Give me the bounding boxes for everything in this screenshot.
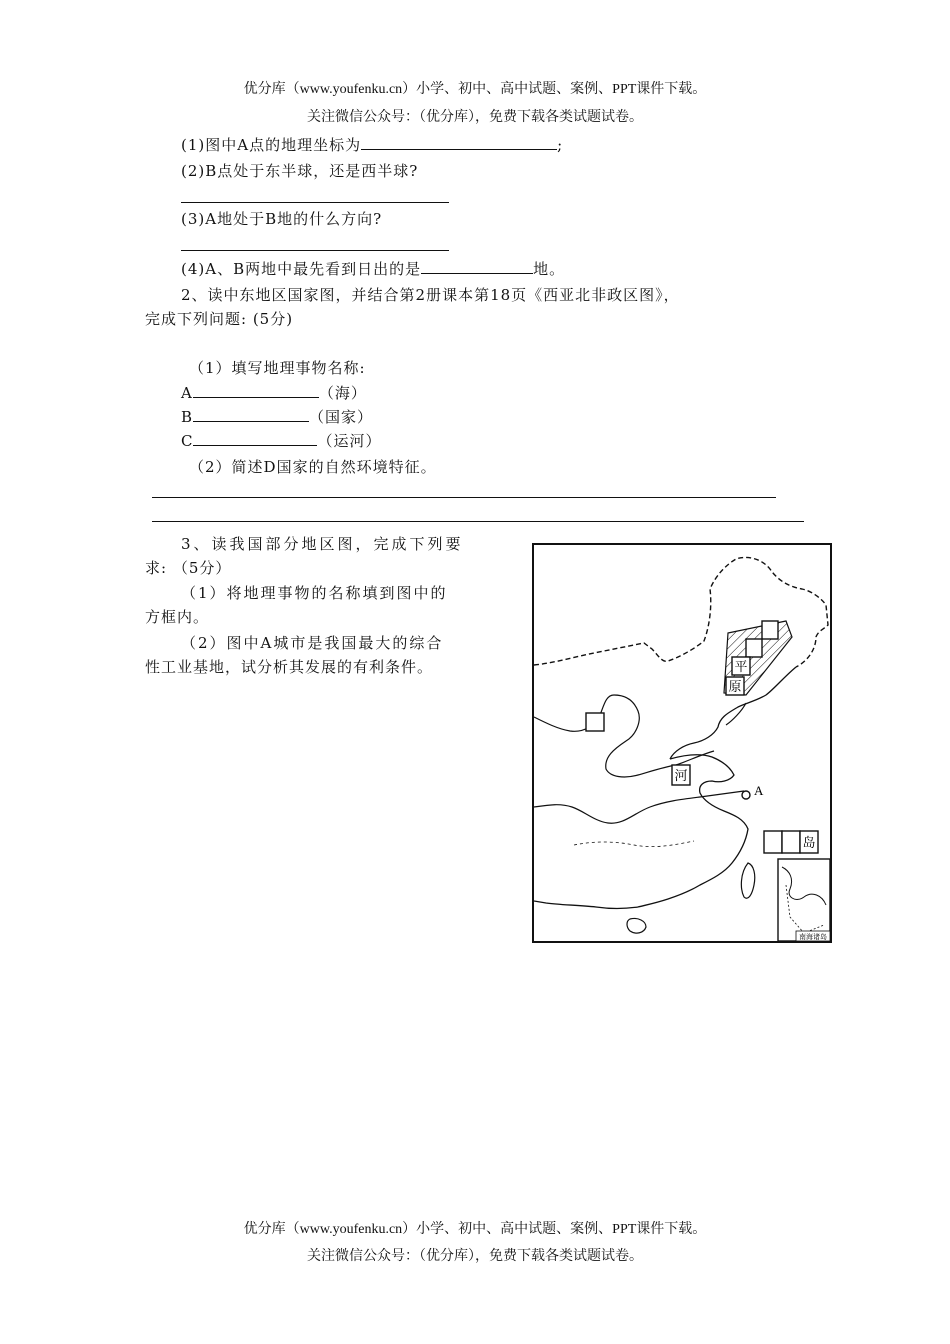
q2-item-b [181,406,373,427]
coastline-east [638,755,748,907]
q1-part3: (3)A地处于B地的什么方向? [181,210,383,228]
q1-part2: (2)B点处于东半球，还是西半球? [181,162,419,180]
south-sea-inset [778,859,830,941]
label-box-he-text: 河 [674,769,688,784]
q1-part3-answer-line[interactable] [181,250,449,251]
q2-answer-line-1[interactable] [152,497,776,498]
label-box-dao-text: 岛 [802,836,816,851]
q2-item-c [181,430,382,451]
q3-sub1-line1: （1）将地理事物的名称填到图中的 [181,584,448,602]
label-box-ne-2[interactable] [746,639,762,657]
header-line-1: 优分库（www.youfenku.cn）小学、初中、高中试题、案例、PPT课件下载。 [243,82,707,97]
china-map-drawing [534,545,830,941]
q2-item-a-suffix: （海） [318,384,367,402]
q3-sub2-line1: （2）图中A城市是我国最大的综合 [181,634,444,652]
q2-item-b-label: B [181,408,194,426]
q1-part4-end: 地。 [533,260,566,278]
city-a-marker[interactable] [742,791,750,799]
q3-sub2-line2: 性工业基地，试分析其发展的有利条件。 [145,658,434,676]
label-box-dao-2[interactable] [782,831,800,853]
q2-item-a-label: A [181,384,193,402]
q3-title-line2: 求: （5分） [145,559,232,577]
q3-title-line1: 3、读我国部分地区图，完成下列要 [181,535,464,553]
footer-line-2: 关注微信公众号：（优分库），免费下载各类试题试卷。 [307,1249,643,1264]
q2-title-line2: 完成下列问题: (5分) [145,310,294,328]
footer-line-1: 优分库（www.youfenku.cn）小学、初中、高中试题、案例、PPT课件下载。 [243,1222,707,1237]
q1-part1 [181,134,563,155]
hainan-island [627,918,646,933]
q2-title-line1: 2、读中东地区国家图，并结合第2册课本第18页《西亚北非政区图》， [181,286,680,304]
q1-part1-blank[interactable] [361,135,557,150]
q1-part4-blank[interactable] [421,259,533,274]
china-map [532,543,832,943]
q2-item-c-suffix: （运河） [317,432,382,450]
q2-item-b-blank[interactable] [193,407,309,422]
q3-sub1-line2: 方框内。 [145,608,210,626]
label-box-ne-1[interactable] [762,621,778,639]
q2-sub1: （1）填写地理事物名称: [189,359,366,377]
q2-item-b-suffix: （国家） [309,408,374,426]
q1-part1-text: (1)图中A点的地理坐标为 [181,136,362,154]
header-line-2: 关注微信公众号：（优分库），免费下载各类试题试卷。 [307,110,643,125]
liaodong-peninsula [726,703,746,725]
q1-part2-answer-line[interactable] [181,202,449,203]
label-box-plateau[interactable] [586,713,604,731]
label-box-ping-text: 平 [734,660,748,675]
label-box-yuan-text: 原 [728,680,742,695]
national-boundary [534,557,828,667]
q2-sub2: （2）简述D国家的自然环境特征。 [189,458,437,476]
q1-part4 [181,258,565,279]
city-a-label: A [754,783,764,798]
south-sea-inset-label: 南海诸岛 [799,933,827,941]
taiwan-island [741,863,754,898]
q2-item-c-label: C [181,432,194,450]
yangtze-river [534,791,744,823]
q1-part1-end: ; [557,136,564,154]
label-box-dao-1[interactable] [764,831,782,853]
q2-item-a [181,382,367,403]
provincial-boundary [574,841,694,847]
coastline-south [534,901,638,909]
q2-item-c-blank[interactable] [193,431,317,446]
q1-part4-text: (4)A、B两地中最先看到日出的是 [181,260,422,278]
q2-item-a-blank[interactable] [193,383,319,398]
q2-answer-line-2[interactable] [152,521,804,522]
